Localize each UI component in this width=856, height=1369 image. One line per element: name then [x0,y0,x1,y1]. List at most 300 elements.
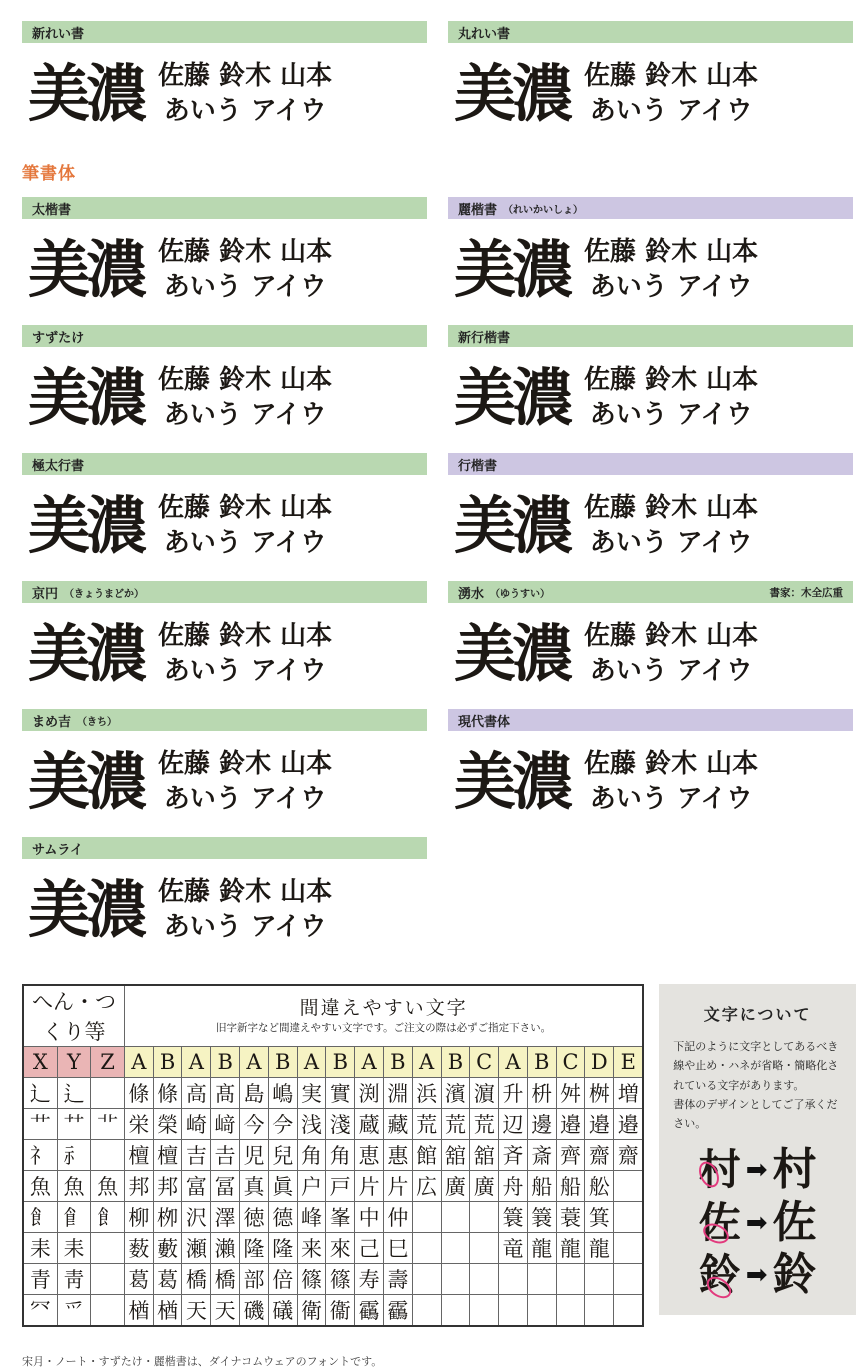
brush-glyph: 佐 [772,1196,817,1248]
annotation-circle [703,1273,735,1303]
character-variant-cell: 𫝆 [268,1109,297,1140]
font-name-label: 京円 [32,585,59,601]
character-variant-cell: 増 [614,1078,644,1109]
specimen-header [448,581,853,603]
sample-kana-line: あいう アイウ [589,527,753,558]
column-letter-cell: B [153,1047,182,1078]
character-variant-cell: 吉 [182,1140,211,1171]
character-variant-cell: 廣 [441,1171,470,1202]
font-sample [448,603,853,704]
character-variant-cell: 島 [240,1078,269,1109]
character-variant-cell: 榮 [153,1109,182,1140]
font-sample [448,731,853,832]
column-letter-cell: B [441,1047,470,1078]
character-variant-cell: 濵 [470,1078,499,1109]
sample-kana-line: あいう アイウ [589,95,753,126]
radical-variant-cell: ⻞ [57,1202,91,1233]
radical-variant-cell: 魚 [91,1171,125,1202]
character-variant-cell: 崎 [182,1109,211,1140]
character-variant-cell: 高 [182,1078,211,1109]
character-variant-cell: 髙 [211,1078,240,1109]
character-variant-cell: 楢 [153,1295,182,1327]
radical-variant-cell: ⺳ [23,1295,57,1327]
font-sample [448,43,853,144]
column-letter-cell: A [124,1047,153,1078]
character-variant-cell [556,1295,585,1327]
specimen-row [22,837,856,960]
character-variant-cell: 齋 [585,1140,614,1171]
character-variant-cell: 寿 [355,1264,384,1295]
sample-name-text [158,619,332,688]
font-sample [22,219,427,320]
sample-name-text [158,875,332,944]
specimen [448,197,853,320]
glyph-simplification-examples [673,1146,842,1299]
standard-glyph: 佐 [698,1197,741,1247]
radical-variant-cell: ⻍ [57,1078,91,1109]
character-variant-cell: 磯 [240,1295,269,1327]
character-variant-cell: 蓑 [556,1202,585,1233]
character-variants-row [23,1264,643,1295]
font-name-label: 湧水 [458,585,485,601]
column-letter-cell: B [211,1047,240,1078]
character-variant-cell: 淺 [326,1109,355,1140]
character-variant-cell [556,1264,585,1295]
character-variant-cell [441,1295,470,1327]
character-variant-cell: 葛 [124,1264,153,1295]
character-variant-cell: 館 [412,1140,441,1171]
character-variant-cell: 船 [556,1171,585,1202]
character-variant-cell: 礒 [268,1295,297,1327]
character-variant-cell: 𠮷 [211,1140,240,1171]
character-variant-cell: 橋 [211,1264,240,1295]
radical-variant-cell: 靑 [57,1264,91,1295]
character-variant-cell: 邊 [527,1109,556,1140]
character-variant-cell: 實 [326,1078,355,1109]
font-name-label: すずたけ [32,329,85,345]
character-variant-cell: 舘 [470,1140,499,1171]
character-variant-cell: 荒 [470,1109,499,1140]
character-variant-cell: 中 [355,1202,384,1233]
character-variant-cell: 舟 [499,1171,528,1202]
character-variant-cell: 靏 [383,1295,412,1327]
character-variant-cell: 天 [211,1295,240,1327]
specimen [448,21,853,144]
character-variant-cell: 栄 [124,1109,153,1140]
character-variants-row [23,1171,643,1202]
character-variant-cell: 衞 [326,1295,355,1327]
character-variant-cell: 戸 [326,1171,355,1202]
sample-kana-line: あいう アイウ [589,783,753,814]
specimen-row [22,581,856,704]
character-variant-cell: 桝 [585,1078,614,1109]
font-reading-label: （きち） [77,716,118,728]
character-variant-cell: 條 [124,1078,153,1109]
specimen-header [22,453,427,475]
character-variant-cell: 橋 [182,1264,211,1295]
character-variant-cell: 邦 [153,1171,182,1202]
character-variant-cell: 廣 [470,1171,499,1202]
character-variant-cell: 篠 [326,1264,355,1295]
specimen [448,453,853,576]
brush-glyph: 村 [772,1144,817,1196]
character-variant-cell: 竜 [499,1233,528,1264]
character-variant-cell: 峯 [326,1202,355,1233]
character-variant-cell: 澤 [211,1202,240,1233]
character-variant-cell: 今 [240,1109,269,1140]
column-letters-row [23,1047,643,1078]
sample-name-text [584,619,758,688]
character-variant-cell: 角 [297,1140,326,1171]
sample-name-text [584,363,758,432]
character-variant-cell: 簑 [499,1202,528,1233]
font-name-label: 新行楷書 [458,329,511,345]
mistaken-characters-table [22,984,644,1327]
sample-kana-line: あいう アイウ [163,911,327,942]
font-reading-label: （ゆうすい） [490,588,551,600]
character-variant-cell: 邉 [585,1109,614,1140]
character-variant-cell: 巳 [383,1233,412,1264]
character-variant-cell [412,1202,441,1233]
font-sample [448,347,853,448]
sample-kana-line: あいう アイウ [589,655,753,686]
character-variant-cell: 簔 [527,1202,556,1233]
character-variant-cell: 実 [297,1078,326,1109]
column-letter-cell: B [326,1047,355,1078]
column-letter-cell: D [585,1047,614,1078]
character-variant-cell: 荒 [441,1109,470,1140]
annotation-circle [700,1219,732,1247]
font-name-label: 現代書体 [458,713,511,729]
font-name-label: サムライ [32,841,83,857]
sample-large-text: 美濃 [454,56,571,130]
sample-kana-line: あいう アイウ [163,527,327,558]
character-variant-cell: 邉 [614,1109,644,1140]
character-variants-row [23,1202,643,1233]
specimen [22,197,427,320]
character-variant-cell: 檀 [124,1140,153,1171]
specimen [22,709,427,832]
character-variant-cell: 濱 [441,1078,470,1109]
column-letter-cell: A [240,1047,269,1078]
character-variant-cell [499,1264,528,1295]
character-variant-cell: 柳 [124,1202,153,1233]
font-name-label: 丸れい書 [458,25,511,41]
radical-variant-cell: 艹 [23,1109,57,1140]
column-letter-cell: C [470,1047,499,1078]
radical-variant-cell [91,1140,125,1171]
character-variant-cell [470,1295,499,1327]
sample-surnames-line: 佐藤 鈴木 山本 [158,365,333,396]
radical-variant-cell: 爫 [57,1295,91,1327]
sample-surnames-line: 佐藤 鈴木 山本 [158,493,333,524]
radicals-column-label: へん・つくり等 [23,985,124,1047]
character-variant-cell: 壽 [383,1264,412,1295]
radical-variant-cell: ⻀ [91,1109,125,1140]
radical-variant-cell: 礻 [23,1140,57,1171]
radical-variant-cell: 魚 [57,1171,91,1202]
specimen-header [22,709,427,731]
character-variant-cell: 惠 [383,1140,412,1171]
character-variant-cell [441,1202,470,1233]
sample-surnames-line: 佐藤 鈴木 山本 [158,877,333,908]
sample-large-text: 美濃 [454,488,571,562]
character-variant-cell: 隆 [240,1233,269,1264]
section-title-brush-fonts: 筆書体 [22,164,76,183]
character-variant-cell: 淵 [383,1078,412,1109]
character-variant-cell: 舘 [441,1140,470,1171]
character-variant-cell: 浅 [297,1109,326,1140]
font-credit-note: 宋月・ノート・すずたけ・麗楷書は、ダイナコムウェアのフォントです。 [22,1356,383,1368]
sample-large-text: 美濃 [28,360,145,434]
specimen-header [22,837,427,859]
sample-name-text [584,59,758,128]
character-variant-cell: 児 [240,1140,269,1171]
specimen-header [448,21,853,43]
character-variant-cell: 辺 [499,1109,528,1140]
sample-surnames-line: 佐藤 鈴木 山本 [584,749,759,780]
standard-glyph: 村 [699,1147,741,1193]
radical-variant-cell [91,1295,125,1327]
character-variant-cell [441,1264,470,1295]
specimen-row [22,709,856,832]
radical-variant-cell: 飠 [23,1202,57,1233]
character-variant-cell: 檀 [153,1140,182,1171]
character-variants-row [23,1078,643,1109]
specimen-header [22,197,427,219]
sample-large-text: 美濃 [454,360,571,434]
character-variant-cell: 隆 [268,1233,297,1264]
character-variant-cell: 己 [355,1233,384,1264]
sample-kana-line: あいう アイウ [163,783,327,814]
character-variants-row [23,1295,643,1327]
calligrapher-note: 書家：木全広重 [769,586,843,599]
sample-surnames-line: 佐藤 鈴木 山本 [158,237,333,268]
simplification-example [699,1251,817,1299]
character-variant-cell: 龍 [556,1233,585,1264]
font-name-label: 太楷書 [32,201,72,217]
character-variant-cell [614,1295,644,1327]
font-sample [22,603,427,704]
column-letter-cell: B [268,1047,297,1078]
specimen-header [22,581,427,603]
specimen-header [22,325,427,347]
sample-large-text: 美濃 [28,56,145,130]
sample-surnames-line: 佐藤 鈴木 山本 [584,237,759,268]
font-name-label: 新れい書 [32,25,85,41]
character-variant-cell [499,1295,528,1327]
character-variant-cell: 舛 [556,1078,585,1109]
font-sample [22,347,427,448]
sample-kana-line: あいう アイウ [163,95,327,126]
character-variant-cell: 仲 [383,1202,412,1233]
character-variant-cell: 浜 [412,1078,441,1109]
sample-surnames-line: 佐藤 鈴木 山本 [584,621,759,652]
character-variant-cell: 倍 [268,1264,297,1295]
character-variant-cell: 斉 [499,1140,528,1171]
character-variant-cell [412,1295,441,1327]
sample-kana-line: あいう アイウ [163,271,327,302]
specimen-header [448,709,853,731]
character-variant-cell: 角 [326,1140,355,1171]
brush-glyph: 鈴 [772,1249,817,1301]
sample-name-text [158,59,332,128]
radical-variant-cell: ⻟ [91,1202,125,1233]
specimen-grid-top [22,21,856,144]
sample-kana-line: あいう アイウ [589,271,753,302]
character-variant-cell: 枡 [527,1078,556,1109]
specimen [448,325,853,448]
radical-variant-cell: 魚 [23,1171,57,1202]
sample-kana-line: あいう アイウ [163,399,327,430]
character-variant-cell: 荒 [412,1109,441,1140]
character-variant-cell: 恵 [355,1140,384,1171]
sample-large-text: 美濃 [28,872,145,946]
character-variant-cell [585,1264,614,1295]
column-letter-cell: A [499,1047,528,1078]
table-title-cell [124,985,643,1047]
radical-variant-cell: 耒 [57,1233,91,1264]
character-variant-cell [412,1233,441,1264]
character-variant-cell [441,1233,470,1264]
character-variant-cell: 衛 [297,1295,326,1327]
character-variant-cell: 蔵 [355,1109,384,1140]
sample-large-text: 美濃 [454,744,571,818]
radical-variant-cell: ⺬ [57,1140,91,1171]
character-variant-cell: 龍 [527,1233,556,1264]
sample-name-text [158,235,332,304]
radical-variant-cell: ⻌ [23,1078,57,1109]
character-variant-cell: 升 [499,1078,528,1109]
column-letter-cell: C [556,1047,585,1078]
character-variant-cell: 龍 [585,1233,614,1264]
font-sample [448,475,853,576]
character-variant-cell: 齋 [614,1140,644,1171]
radical-variant-cell: 青 [23,1264,57,1295]
about-box-text [673,1038,842,1134]
character-variant-cell [614,1202,644,1233]
specimen-grid-brush [22,197,856,960]
sample-name-text [158,747,332,816]
radical-variant-cell: ⺿ [57,1109,91,1140]
specimen [22,581,427,704]
sample-name-text [584,747,758,816]
character-variant-cell: 斎 [527,1140,556,1171]
character-variant-cell [412,1264,441,1295]
character-variant-cell: 户 [297,1171,326,1202]
character-variants-row [23,1140,643,1171]
specimen-header [448,197,853,219]
bottom-area [22,984,856,1327]
column-letter-cell: A [182,1047,211,1078]
character-variant-cell: 栁 [153,1202,182,1233]
sample-surnames-line: 佐藤 鈴木 山本 [158,621,333,652]
specimen-row [22,325,856,448]
column-letter-cell: B [383,1047,412,1078]
simplification-example [698,1196,817,1248]
character-variant-cell: 齊 [556,1140,585,1171]
character-variant-cell [614,1264,644,1295]
sample-surnames-line: 佐藤 鈴木 山本 [158,61,333,92]
character-variant-cell: 﨑 [211,1109,240,1140]
character-variant-cell: 藪 [153,1233,182,1264]
sample-large-text: 美濃 [454,616,571,690]
character-variant-cell: 真 [240,1171,269,1202]
character-variant-cell [470,1233,499,1264]
sample-name-text [584,491,758,560]
column-letter-cell: E [614,1047,644,1078]
character-variant-cell: 葛 [153,1264,182,1295]
font-reading-label: （れいかいしょ） [503,204,584,216]
font-sample [22,731,427,832]
column-letter-cell: X [23,1047,57,1078]
character-variant-cell: 藏 [383,1109,412,1140]
radical-variant-cell: 耒 [23,1233,57,1264]
specimen [22,325,427,448]
standard-glyph: 鈴 [699,1252,741,1298]
character-variant-cell: 邦 [124,1171,153,1202]
sample-name-text [584,235,758,304]
column-letter-cell: B [527,1047,556,1078]
character-variant-cell [614,1233,644,1264]
character-variant-cell: 船 [527,1171,556,1202]
specimen [22,837,427,960]
character-variant-cell: 來 [326,1233,355,1264]
arrow-right-icon: ➡ [745,1155,768,1186]
character-variant-cell: 冨 [211,1171,240,1202]
about-characters-box [659,984,856,1315]
character-variant-cell: 舩 [585,1171,614,1202]
character-variant-cell: 兒 [268,1140,297,1171]
font-name-label: 麗楷書 [458,201,498,217]
character-variant-cell: 来 [297,1233,326,1264]
table-title: 間違えやすい文字 [299,997,468,1020]
character-variant-cell: 篠 [297,1264,326,1295]
sample-large-text: 美濃 [28,616,145,690]
column-letter-cell: A [297,1047,326,1078]
character-variant-cell: 楢 [124,1295,153,1327]
sample-kana-line: あいう アイウ [163,655,327,686]
character-variant-cell [614,1171,644,1202]
sample-name-text [158,363,332,432]
character-variant-cell [470,1202,499,1233]
character-variant-cell: 富 [182,1171,211,1202]
sample-surnames-line: 佐藤 鈴木 山本 [584,493,759,524]
character-variant-cell: 部 [240,1264,269,1295]
column-letter-cell: Y [57,1047,91,1078]
sample-name-text [158,491,332,560]
character-variant-cell [585,1295,614,1327]
about-box-paragraph-2: 書体のデザインとしてご了承ください。 [673,1098,838,1130]
character-variants-row [23,1233,643,1264]
about-box-title: 文字について [703,1007,812,1024]
character-variant-cell: 瀨 [211,1233,240,1264]
font-name-label: まめ吉 [32,713,72,729]
about-box-paragraph-1: 下記のように文字としてあるべき線や止め・ハネが省略・簡略化されている文字があります。 [673,1041,839,1092]
sample-large-text: 美濃 [454,232,571,306]
character-variant-cell: 徳 [240,1202,269,1233]
specimen-row [22,197,856,320]
arrow-right-icon: ➡ [745,1260,768,1291]
character-variant-cell: 渕 [355,1078,384,1109]
font-sample [22,475,427,576]
specimen-header [448,325,853,347]
table-header-row [23,985,643,1047]
specimen-header [448,453,853,475]
character-variant-cell: 沢 [182,1202,211,1233]
sample-large-text: 美濃 [28,744,145,818]
character-variant-cell: 薮 [124,1233,153,1264]
